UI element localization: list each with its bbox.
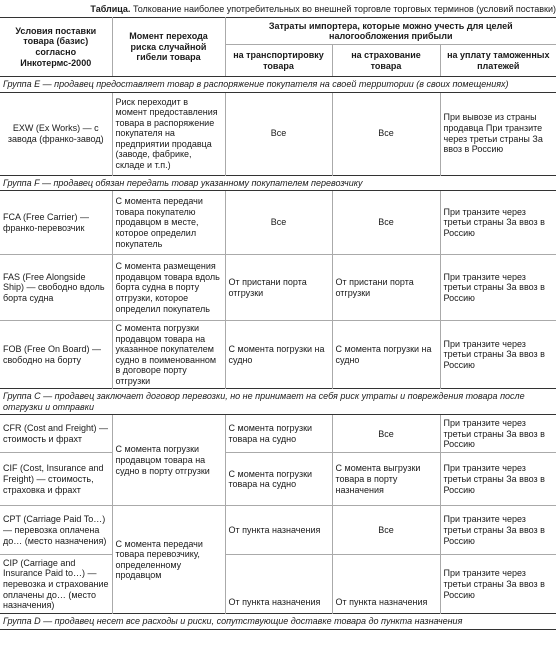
header-terms: Условия поставки товара (базис) согласно Инкотермс-2000	[0, 18, 112, 77]
customs-cif: При транзите через третьи страны За ввоз в Россию	[440, 453, 556, 506]
transport-fas: От пристани порта отгрузки	[225, 255, 332, 321]
transport-fca: Все	[225, 191, 332, 255]
table-row-fas	[0, 255, 556, 321]
header-transport: на транспортировку товара	[225, 45, 332, 77]
table-caption	[0, 0, 556, 15]
risk-fas: С момента размещения продавцом товара вдоль борта судна в порту отгрузки, которое определил покупатель	[112, 255, 225, 321]
group-e: Группа E — продавец предоставляет товар в распоряжение покупателя на своей территории (в своих помещениях)	[0, 77, 556, 93]
customs-fas: При транзите через третьи страны За ввоз в Россию	[440, 255, 556, 321]
customs-exw: При вывозе из страны продавца При транзите через третьи страны За ввоз в Россию	[440, 92, 556, 175]
table-row-fob	[0, 321, 556, 389]
customs-cip: При транзите через третьи страны За ввоз в Россию	[440, 555, 556, 614]
group-f: Группа F — продавец обязан передать товар указанному покупателем перевозчику	[0, 175, 556, 191]
insurance-exw: Все	[332, 92, 440, 175]
header-customs: на уплату таможенных платежей	[440, 45, 556, 77]
header-insurance: на страхование товара	[332, 45, 440, 77]
transport-exw: Все	[225, 92, 332, 175]
insurance-fca: Все	[332, 191, 440, 255]
group-d: Группа D — продавец несет все расходы и риски, сопутствующие доставке товара до пункта назначения	[0, 614, 556, 630]
term-cpt: CPT (Carriage Paid To…) — перевозка оплачена до… (место назначения)	[3, 514, 107, 546]
term-fob: FOB (Free On Board) — свободно на борту	[3, 344, 102, 365]
insurance-cpt: Все	[332, 506, 440, 555]
risk-exw: Риск переходит в момент предоставления товара в распоряжение покупателя на предприятии продавца (заводе, фабрике, складе и т.п.)	[112, 92, 225, 175]
term-exw: EXW (Ex Works) — с завода (франко-завод)	[7, 123, 104, 144]
risk-cfr-cif: С момента погрузки продавцом товара на судно в порту отгрузки	[112, 415, 225, 506]
insurance-cip: От пункта назначения	[332, 555, 440, 614]
term-cif: CIF (Cost, Insurance and Freight) — стоимость, страховка и фрахт	[3, 463, 104, 495]
transport-cif: С момента погрузки товара на судно	[225, 453, 332, 506]
table-row-exw	[0, 92, 556, 175]
transport-cip: От пункта назначения	[225, 555, 332, 614]
group-c: Группа C — продавец заключает договор перевозки, но не принимает на себя риск утраты и повреждения товара после отгрузки и отправки	[0, 389, 556, 415]
insurance-fob: С момента погрузки на судно	[332, 321, 440, 389]
incoterms-table	[0, 17, 556, 630]
insurance-fas: От пристани порта отгрузки	[332, 255, 440, 321]
term-fca: FCA (Free Carrier) — франко-перевозчик	[3, 212, 90, 233]
table-row-cip	[0, 555, 556, 614]
risk-fca: С момента передачи товара покупателю продавцом в месте, которое определил покупатель	[112, 191, 225, 255]
caption-text: Толкование наиболее употребительных во внешней торговле торговых терминов (условий поставки)	[130, 4, 556, 14]
table-row-fca	[0, 191, 556, 255]
term-cfr: CFR (Cost and Freight) — стоимость и фрахт	[3, 423, 109, 444]
insurance-cif: С момента выгрузки товара в порту назначения	[332, 453, 440, 506]
customs-fca: При транзите через третьи страны За ввоз в Россию	[440, 191, 556, 255]
header-risk: Момент перехода риска случайной гибели товара	[112, 18, 225, 77]
term-fas: FAS (Free Alongside Ship) — свободно вдоль борта судна	[3, 271, 105, 303]
transport-cpt: От пункта назначения	[225, 506, 332, 555]
customs-cfr: При транзите через третьи страны За ввоз в Россию	[440, 415, 556, 453]
table-row-cif	[0, 453, 556, 506]
transport-cfr: С момента погрузки товара на судно	[225, 415, 332, 453]
customs-cpt: При транзите через третьи страны За ввоз в Россию	[440, 506, 556, 555]
table-row-cpt	[0, 506, 556, 555]
risk-fob: С момента погрузки продавцом товара на указанное покупателем судно в поименованном в договоре порту отгрузки	[112, 321, 225, 389]
caption-label: Таблица.	[90, 4, 131, 14]
table-row-cfr	[0, 415, 556, 453]
risk-cpt-cip: С момента передачи товара перевозчику, определенному продавцом	[112, 506, 225, 614]
insurance-cfr: Все	[332, 415, 440, 453]
header-costs: Затраты импортера, которые можно учесть для целей налогообложения прибыли	[225, 18, 556, 45]
term-cip: CIP (Carriage and Insurance Paid to…) — перевозка и страхование оплачены до… (место назначения)	[3, 557, 109, 611]
transport-fob: С момента погрузки на судно	[225, 321, 332, 389]
customs-fob: При транзите через третьи страны За ввоз в Россию	[440, 321, 556, 389]
